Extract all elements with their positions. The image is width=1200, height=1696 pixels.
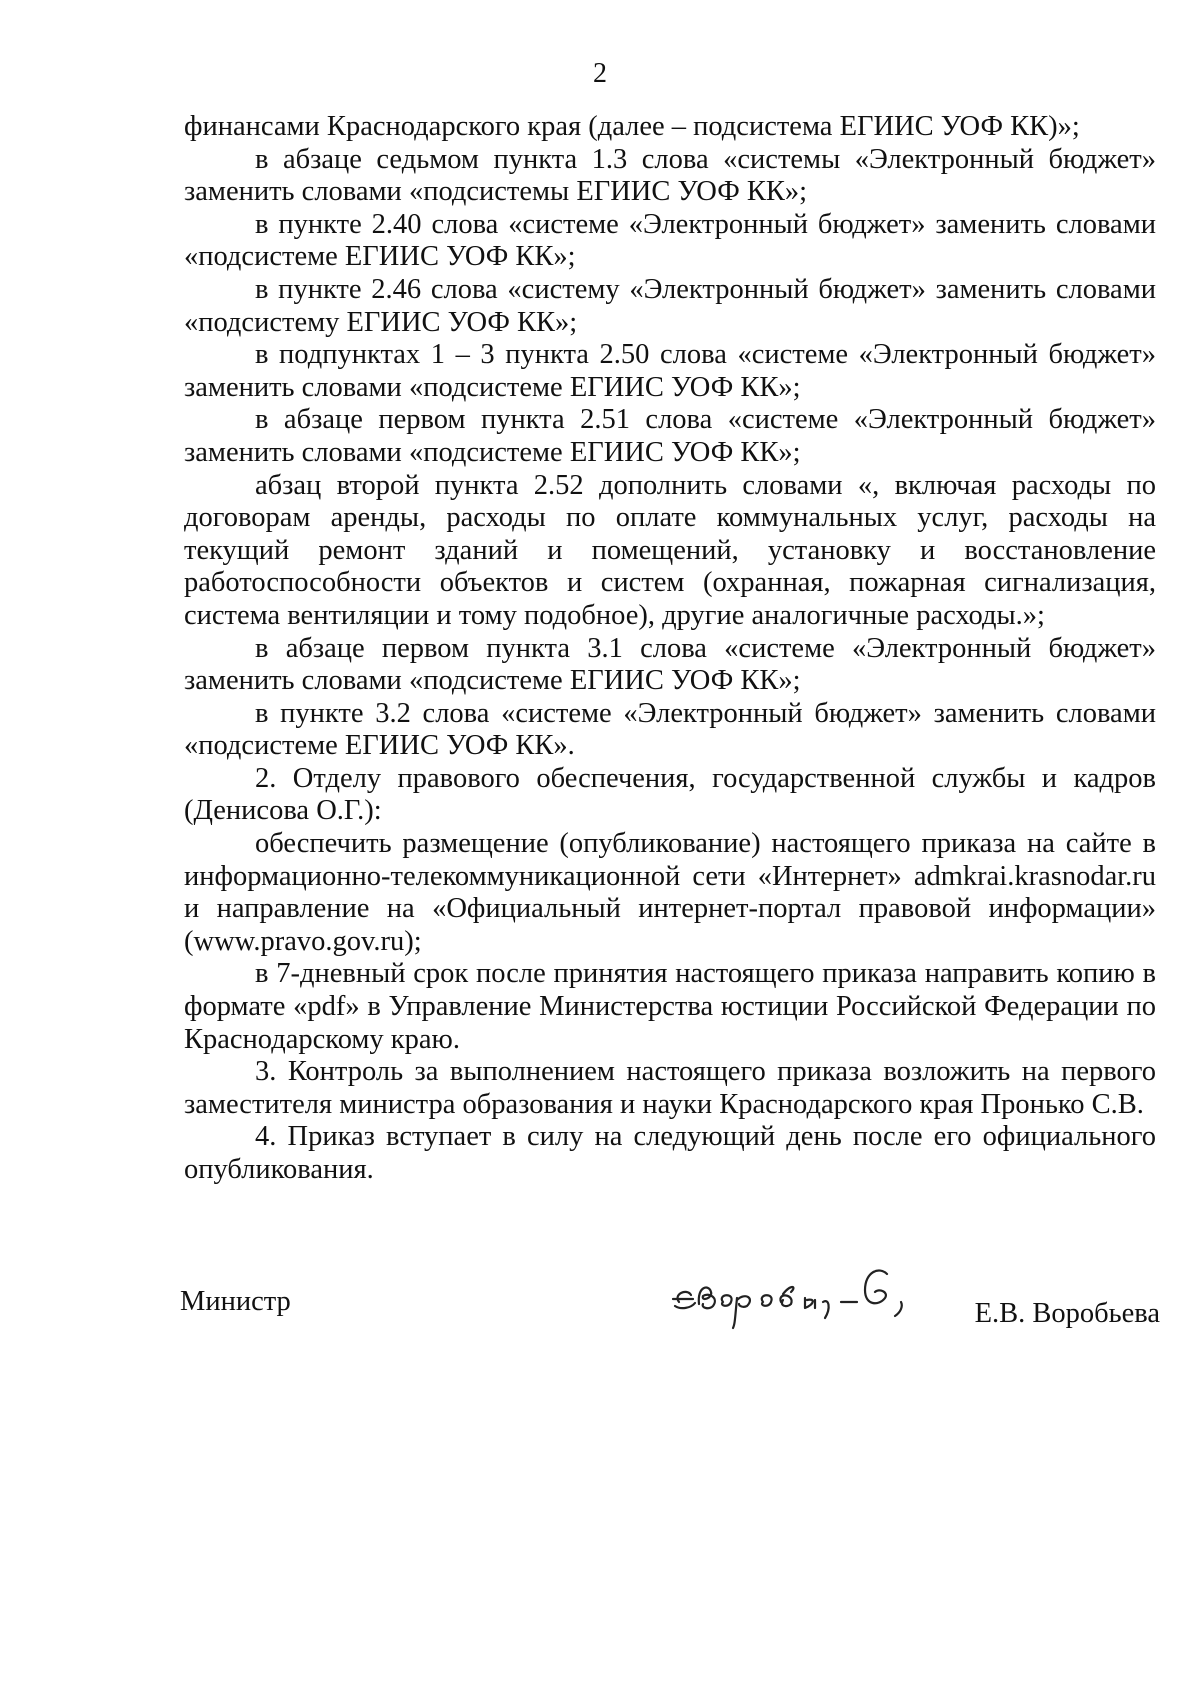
paragraph: 3. Контроль за выполнением настоящего приказа возложить на первого заместителя министра образования и науки Краснодарского края Пронько С.В.: [184, 1056, 1156, 1120]
paragraph: в подпунктах 1 – 3 пункта 2.50 слова «системе «Электронный бюджет» заменить словами «подсистеме ЕГИИС УОФ КК»;: [184, 339, 1156, 403]
paragraph: в пункте 2.40 слова «системе «Электронный бюджет» заменить словами «подсистеме ЕГИИС УОФ КК»;: [184, 208, 1156, 273]
signatory-title: Министр: [180, 1286, 291, 1317]
paragraph: в пункте 3.2 слова «системе «Электронный бюджет» заменить словами «подсистеме ЕГИИС УОФ КК».: [184, 697, 1156, 762]
signature-block: [180, 1262, 1160, 1352]
paragraph: в пункте 2.46 слова «систему «Электронный бюджет» заменить словами «подсистему ЕГИИС УОФ КК»;: [184, 273, 1156, 338]
paragraph: в абзаце первом пункта 3.1 слова «системе «Электронный бюджет» заменить словами «подсистеме ЕГИИС УОФ КК»;: [184, 632, 1156, 697]
paragraph: 4. Приказ вступает в силу на следующий день после его официального опубликования.: [184, 1121, 1156, 1185]
paragraph: в абзаце первом пункта 2.51 слова «системе «Электронный бюджет» заменить словами «подсистеме ЕГИИС УОФ КК»;: [184, 404, 1156, 468]
signatory-name: Е.В. Воробьева: [974, 1298, 1160, 1329]
paragraph: в абзаце седьмом пункта 1.3 слова «системы «Электронный бюджет» заменить словами «подсистемы ЕГИИС УОФ КК»;: [184, 143, 1156, 208]
paragraph: абзац второй пункта 2.52 дополнить словами «, включая расходы по договорам аренды, расходы по оплате коммунальных услуг, расходы на текущий ремонт зданий и помещений, установку и восстановление работоспособности объектов и систем (охранная, пожарная сигнализация, система вентиляции и тому подобное), другие аналогичные расходы.»;: [184, 469, 1156, 631]
paragraph: обеспечить размещение (опубликование) настоящего приказа на сайте в информационно-телекоммуникационной сети «Интернет» admkrai.krasnodar.ru и направление на «Официальный интернет-портал правовой информации» (www.pravo.gov.ru);: [184, 828, 1156, 957]
paragraph: финансами Краснодарского края (далее – подсистема ЕГИИС УОФ КК)»;: [184, 111, 1080, 142]
page-number: 2: [593, 58, 607, 89]
paragraph: 2. Отделу правового обеспечения, государственной службы и кадров (Денисова О.Г.):: [184, 762, 1156, 827]
document-body: [184, 111, 1156, 1187]
handwritten-signature: [665, 1262, 925, 1332]
paragraph: в 7-дневный срок после принятия настоящего приказа направить копию в формате «pdf» в Управление Министерства юстиции Российской Федерации по Краснодарскому краю.: [184, 958, 1156, 1055]
